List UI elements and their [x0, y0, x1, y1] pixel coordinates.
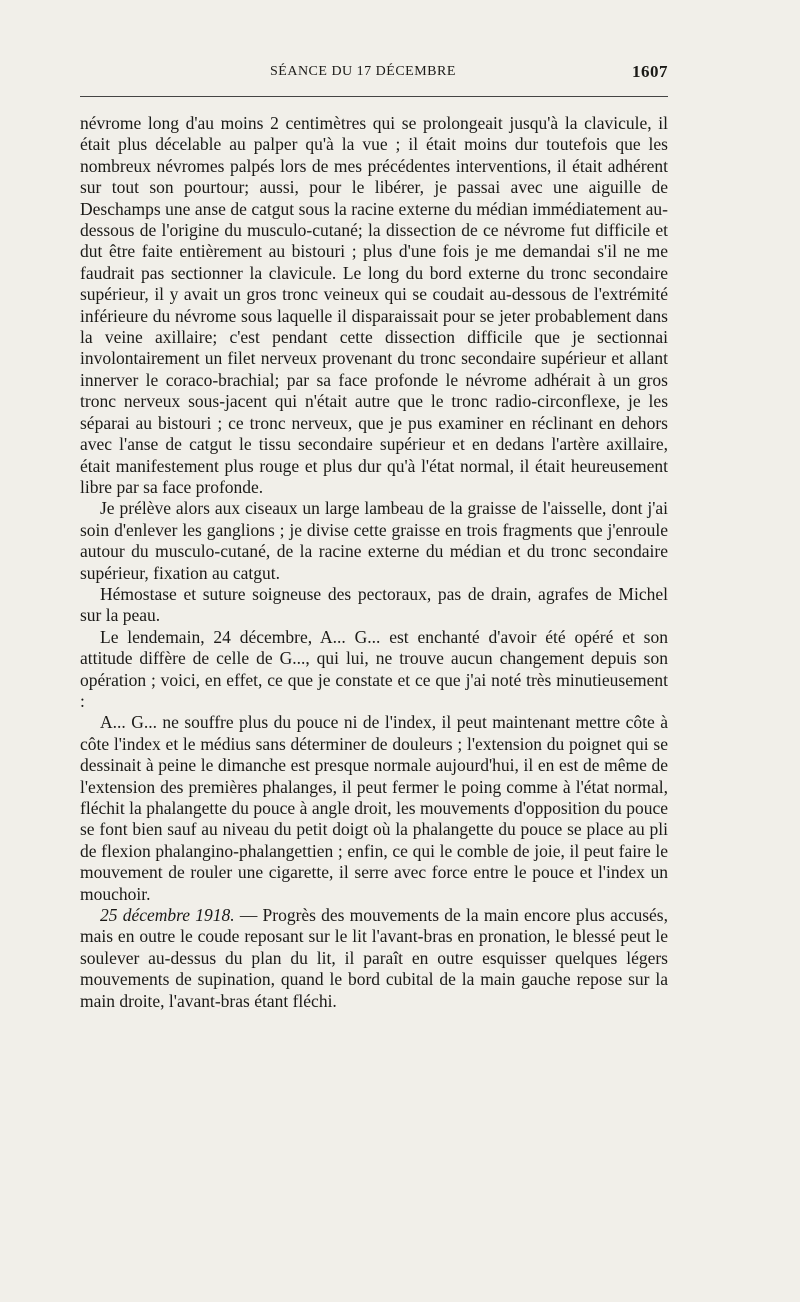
paragraph-patient-status: A... G... ne souffre plus du pouce ni de l'index, il peut maintenant mettre côte à côte l'index et le médius sans déterminer de douleurs ; l'extension du poignet qui se dessinait à peine le dimanche est presque normale aujourd'hui, il en est de même de l'extension des premières phalanges, il peut fermer le poing comme à l'état normal, fléchit la phalangette du pouce à angle droit, les mouvements d'opposition du pouce se font bien sauf au niveau du petit doigt où la phalangette du pouce se place au pli de flexion phalangino-phalangettien ; enfin, ce qui le comble de joie, il peut faire le mouvement de rouler une cigarette, il serre avec force entre le pouce et l'index un mouchoir.: [80, 712, 668, 904]
paragraph-next-day: Le lendemain, 24 décembre, A... G... est enchanté d'avoir été opéré et son attitude diffère de celle de G..., qui lui, ne trouve aucun changement depuis son opération ; voici, en effet, ce que je constate et ce que j'ai noté très minutieusement :: [80, 626, 668, 711]
header-rule: [80, 96, 668, 97]
book-page: [80, 62, 668, 1012]
running-title: SÉANCE DU 17 DÉCEMBRE: [270, 64, 456, 79]
body-text: [80, 113, 668, 1012]
paragraph-neurome-dissection: névrome long d'au moins 2 centimètres qui se prolongeait jusqu'à la clavicule, il était plus décelable au palper qu'à la vue ; il était moins dur toutefois que les nombreux névromes palpés lors de mes précédentes interventions, il était adhérent sur tout son pourtour; aussi, pour le libérer, je passai avec une aiguille de Deschamps une anse de catgut sous la racine externe du médian immédiatement au-dessous de l'origine du musculo-cutané; la dissection de ce névrome fut difficile et dut être faite entièrement au bistouri ; plus d'une fois je me demandai s'il ne me faudrait pas sectionner la clavicule. Le long du bord externe du tronc secondaire supérieur, il y avait un gros tronc veineux qui se coudait au-dessous de l'extrémité inférieure du névrome sous laquelle il disparaissait pour se jeter probablement dans la veine axillaire; c'est pendant cette dissection difficile que je sectionnai involontairement un filet nerveux provenant du tronc secondaire supérieur et allant innerver le coraco-brachial; par sa face profonde le névrome adhérait à un gros tronc nerveux sous-jacent qui n'était autre que le tronc radio-circonflexe, je les séparai au bistouri ; ce tronc nerveux, que je pus examiner en réclinant en dehors avec l'anse de catgut le tissu secondaire supérieur et en dedans l'artère axillaire, était manifestement plus rouge et plus dur qu'à l'état normal, il était heureusement libre par sa face profonde.: [80, 113, 668, 497]
paragraph-dec-25: [80, 905, 668, 1012]
paragraph-fat-graft: Je prélève alors aux ciseaux un large lambeau de la graisse de l'aisselle, dont j'ai soin d'enlever les ganglions ; je divise cette graisse en trois fragments que j'enroule autour du musculo-cutané, de la racine externe du médian et du tronc secondaire supérieur, fixation au catgut.: [80, 498, 668, 583]
paragraph-hemostasis: Hémostase et suture soigneuse des pectoraux, pas de drain, agrafes de Michel sur la peau.: [80, 583, 668, 626]
entry-date: 25 décembre 1918.: [100, 905, 235, 926]
page-number: 1607: [632, 62, 668, 81]
entry-text: — Progrès des mouvements de la main encore plus accusés, mais en outre le coude reposant sur le lit l'avant-bras en pronation, le blessé peut le soulever au-dessus du plan du lit, il paraît en outre esquisser quelques légers mouvements de supination, quand le bord cubital de la main gauche repose sur la main droite, l'avant-bras étant fléchi.: [80, 905, 668, 1011]
page-header: [80, 62, 668, 84]
